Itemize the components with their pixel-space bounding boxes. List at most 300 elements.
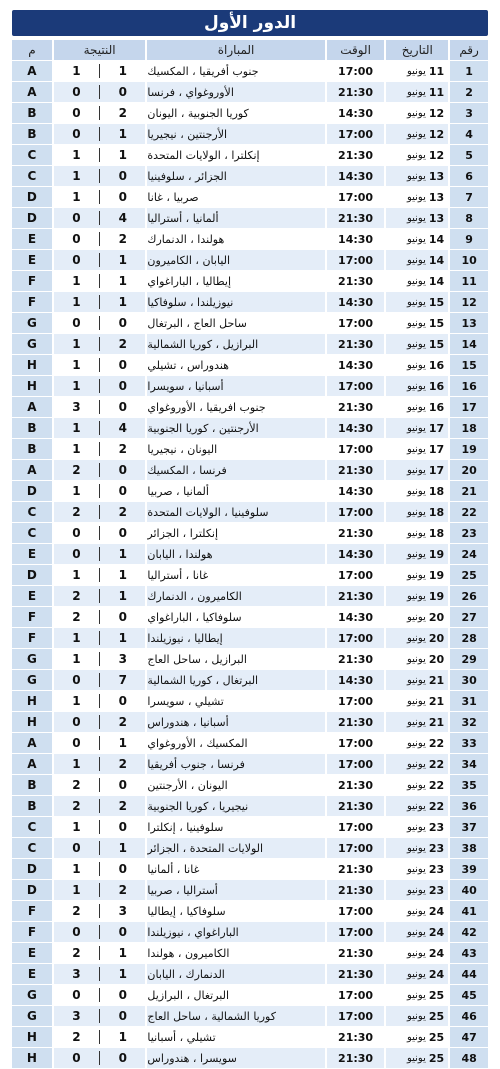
number-cell: 27 — [450, 607, 488, 627]
table-row — [12, 166, 488, 186]
group-cell: F — [12, 607, 52, 627]
date-cell — [386, 922, 448, 942]
score-home: 1 — [118, 946, 127, 960]
match-cell: الكاميرون ، هولندا — [147, 943, 324, 963]
group-cell: D — [12, 481, 52, 501]
number-cell: 10 — [450, 250, 488, 270]
group-cell: B — [12, 775, 52, 795]
score-box — [54, 187, 146, 207]
match-cell: فرنسا ، جنوب أفريقيا — [147, 754, 324, 774]
date-month: يونيو — [406, 191, 426, 203]
date-month: يونيو — [406, 107, 426, 119]
score-box — [54, 607, 146, 627]
score-away: 3 — [72, 1009, 81, 1023]
table-row — [12, 523, 488, 543]
date-day: 18 — [428, 526, 445, 540]
match-cell: الجزائر ، سلوفينيا — [147, 166, 324, 186]
score-away: 2 — [72, 505, 81, 519]
date-day: 24 — [428, 904, 445, 918]
group-cell: D — [12, 859, 52, 879]
score-away: 0 — [72, 841, 81, 855]
score-away: 1 — [72, 631, 81, 645]
result-cell — [54, 250, 146, 270]
date-cell — [386, 985, 448, 1005]
date-cell — [386, 754, 448, 774]
result-cell — [54, 1006, 146, 1026]
score-home: 0 — [118, 820, 127, 834]
date-cell — [386, 82, 448, 102]
number-cell: 13 — [450, 313, 488, 333]
header-result: النتيجة — [54, 40, 146, 60]
score-box — [54, 418, 146, 438]
match-cell: ساحل العاج ، البرتغال — [147, 313, 324, 333]
time-cell: 14:30 — [327, 355, 385, 375]
time-cell: 17:00 — [327, 985, 385, 1005]
date-month: يونيو — [406, 485, 426, 497]
time-cell: 21:30 — [327, 334, 385, 354]
group-cell: F — [12, 922, 52, 942]
table-row — [12, 460, 488, 480]
score-box — [54, 1006, 146, 1026]
number-cell: 16 — [450, 376, 488, 396]
group-cell: A — [12, 733, 52, 753]
time-cell: 17:00 — [327, 439, 385, 459]
score-home: 1 — [118, 568, 127, 582]
match-cell: البرازيل ، كوريا الشمالية — [147, 334, 324, 354]
date-cell — [386, 880, 448, 900]
score-home: 2 — [118, 505, 127, 519]
group-cell: A — [12, 754, 52, 774]
date-month: يونيو — [406, 758, 426, 770]
time-cell: 14:30 — [327, 481, 385, 501]
date-cell — [386, 901, 448, 921]
number-cell: 17 — [450, 397, 488, 417]
group-cell: E — [12, 943, 52, 963]
table-row — [12, 901, 488, 921]
score-home: 2 — [118, 337, 127, 351]
table-row — [12, 376, 488, 396]
number-cell: 45 — [450, 985, 488, 1005]
date-cell — [386, 796, 448, 816]
score-box — [54, 334, 146, 354]
group-cell: H — [12, 355, 52, 375]
score-box — [54, 670, 146, 690]
score-away: 1 — [72, 421, 81, 435]
time-cell: 21:30 — [327, 859, 385, 879]
header-group: م — [12, 40, 52, 60]
table-body — [12, 61, 488, 1068]
date-month: يونيو — [406, 737, 426, 749]
score-box — [54, 166, 146, 186]
table-row — [12, 481, 488, 501]
group-cell: F — [12, 901, 52, 921]
table-row — [12, 691, 488, 711]
table-row — [12, 1006, 488, 1026]
date-month: يونيو — [406, 548, 426, 560]
date-day: 22 — [428, 778, 445, 792]
time-cell: 17:00 — [327, 250, 385, 270]
time-cell: 21:30 — [327, 460, 385, 480]
score-box — [54, 460, 146, 480]
number-cell: 15 — [450, 355, 488, 375]
score-box — [54, 565, 146, 585]
score-away: 0 — [72, 736, 81, 750]
table-row — [12, 1027, 488, 1047]
score-away: 1 — [72, 568, 81, 582]
date-day: 24 — [428, 925, 445, 939]
table-row — [12, 817, 488, 837]
date-day: 17 — [428, 442, 445, 456]
time-cell: 17:00 — [327, 922, 385, 942]
number-cell: 11 — [450, 271, 488, 291]
date-day: 11 — [428, 64, 445, 78]
table-row — [12, 334, 488, 354]
match-cell: سلوفينيا ، الولايات المتحدة — [147, 502, 324, 522]
group-cell: F — [12, 628, 52, 648]
date-day: 25 — [428, 1009, 445, 1023]
score-home: 0 — [118, 862, 127, 876]
score-box — [54, 880, 146, 900]
score-away: 0 — [72, 715, 81, 729]
match-cell: اليابان ، الكاميرون — [147, 250, 324, 270]
fixtures-table — [12, 40, 488, 1069]
date-cell — [386, 250, 448, 270]
score-box — [54, 229, 146, 249]
date-month: يونيو — [406, 989, 426, 1001]
score-away: 1 — [72, 694, 81, 708]
date-day: 19 — [428, 568, 445, 582]
score-home: 0 — [118, 484, 127, 498]
match-cell: أسبانيا ، سويسرا — [147, 376, 324, 396]
number-cell: 20 — [450, 460, 488, 480]
score-away: 1 — [72, 148, 81, 162]
date-month: يونيو — [406, 800, 426, 812]
number-cell: 46 — [450, 1006, 488, 1026]
group-cell: D — [12, 187, 52, 207]
score-away: 1 — [72, 883, 81, 897]
table-row — [12, 271, 488, 291]
match-cell: سلوفينيا ، إنكلترا — [147, 817, 324, 837]
date-month: يونيو — [406, 212, 426, 224]
result-cell — [54, 565, 146, 585]
group-cell: D — [12, 565, 52, 585]
time-cell: 17:00 — [327, 733, 385, 753]
time-cell: 21:30 — [327, 796, 385, 816]
score-away: 1 — [72, 757, 81, 771]
date-day: 17 — [428, 421, 445, 435]
table-row — [12, 838, 488, 858]
result-cell — [54, 82, 146, 102]
time-cell: 17:00 — [327, 313, 385, 333]
date-cell — [386, 418, 448, 438]
time-cell: 17:00 — [327, 565, 385, 585]
date-day: 17 — [428, 463, 445, 477]
date-day: 13 — [428, 211, 445, 225]
date-day: 21 — [428, 715, 445, 729]
date-day: 13 — [428, 169, 445, 183]
date-day: 24 — [428, 967, 445, 981]
date-month: يونيو — [406, 569, 426, 581]
date-day: 14 — [428, 232, 445, 246]
date-month: يونيو — [406, 86, 426, 98]
date-cell — [386, 61, 448, 81]
number-cell: 2 — [450, 82, 488, 102]
date-month: يونيو — [406, 317, 426, 329]
score-home: 1 — [118, 631, 127, 645]
score-home: 4 — [118, 211, 127, 225]
score-away: 1 — [72, 295, 81, 309]
number-cell: 19 — [450, 439, 488, 459]
group-cell: G — [12, 985, 52, 1005]
number-cell: 8 — [450, 208, 488, 228]
score-box — [54, 691, 146, 711]
date-cell — [386, 124, 448, 144]
group-cell: G — [12, 334, 52, 354]
time-cell: 14:30 — [327, 670, 385, 690]
number-cell: 3 — [450, 103, 488, 123]
score-away: 2 — [72, 778, 81, 792]
match-cell: الباراغواي ، نيوزيلندا — [147, 922, 324, 942]
group-cell: B — [12, 439, 52, 459]
time-cell: 21:30 — [327, 1048, 385, 1068]
score-home: 2 — [118, 232, 127, 246]
number-cell: 29 — [450, 649, 488, 669]
table-row — [12, 61, 488, 81]
number-cell: 6 — [450, 166, 488, 186]
score-box — [54, 523, 146, 543]
date-day: 12 — [428, 148, 445, 162]
result-cell — [54, 880, 146, 900]
score-home: 7 — [118, 673, 127, 687]
number-cell: 25 — [450, 565, 488, 585]
date-month: يونيو — [406, 842, 426, 854]
number-cell: 12 — [450, 292, 488, 312]
time-cell: 17:00 — [327, 124, 385, 144]
time-cell: 17:00 — [327, 376, 385, 396]
match-cell: إنكلترا ، الجزائر — [147, 523, 324, 543]
table-row — [12, 313, 488, 333]
time-cell: 17:00 — [327, 817, 385, 837]
date-cell — [386, 817, 448, 837]
result-cell — [54, 460, 146, 480]
result-cell — [54, 103, 146, 123]
date-day: 14 — [428, 274, 445, 288]
time-cell: 21:30 — [327, 586, 385, 606]
date-cell — [386, 439, 448, 459]
score-box — [54, 775, 146, 795]
date-month: يونيو — [406, 968, 426, 980]
result-cell — [54, 607, 146, 627]
score-box — [54, 82, 146, 102]
time-cell: 17:00 — [327, 838, 385, 858]
number-cell: 18 — [450, 418, 488, 438]
number-cell: 7 — [450, 187, 488, 207]
score-away: 2 — [72, 946, 81, 960]
time-cell: 17:00 — [327, 754, 385, 774]
result-cell — [54, 523, 146, 543]
group-cell: B — [12, 103, 52, 123]
date-month: يونيو — [406, 611, 426, 623]
score-home: 0 — [118, 316, 127, 330]
table-row — [12, 754, 488, 774]
score-away: 0 — [72, 526, 81, 540]
match-cell: اليونان ، نيجيريا — [147, 439, 324, 459]
score-away: 1 — [72, 442, 81, 456]
match-cell: أسبانيا ، هندوراس — [147, 712, 324, 732]
number-cell: 23 — [450, 523, 488, 543]
score-away: 0 — [72, 673, 81, 687]
date-day: 11 — [428, 85, 445, 99]
title-bar — [12, 10, 488, 36]
date-cell — [386, 208, 448, 228]
score-box — [54, 943, 146, 963]
score-away: 2 — [72, 799, 81, 813]
group-cell: G — [12, 670, 52, 690]
number-cell: 48 — [450, 1048, 488, 1068]
score-away: 1 — [72, 169, 81, 183]
date-month: يونيو — [406, 296, 426, 308]
score-box — [54, 859, 146, 879]
number-cell: 14 — [450, 334, 488, 354]
date-month: يونيو — [406, 1031, 426, 1043]
date-cell — [386, 1027, 448, 1047]
score-box — [54, 208, 146, 228]
group-cell: C — [12, 145, 52, 165]
result-cell — [54, 166, 146, 186]
date-cell — [386, 334, 448, 354]
date-day: 15 — [428, 316, 445, 330]
date-month: يونيو — [406, 947, 426, 959]
group-cell: A — [12, 82, 52, 102]
date-cell — [386, 670, 448, 690]
score-home: 2 — [118, 715, 127, 729]
table-row — [12, 229, 488, 249]
date-day: 19 — [428, 589, 445, 603]
date-cell — [386, 586, 448, 606]
score-home: 1 — [118, 736, 127, 750]
match-cell: جنوب أفريقيا ، المكسيك — [147, 61, 324, 81]
score-home: 1 — [118, 547, 127, 561]
date-month: يونيو — [406, 632, 426, 644]
table-row — [12, 544, 488, 564]
score-box — [54, 838, 146, 858]
table-row — [12, 292, 488, 312]
score-home: 0 — [118, 190, 127, 204]
score-box — [54, 376, 146, 396]
date-month: يونيو — [406, 149, 426, 161]
date-month: يونيو — [406, 884, 426, 896]
group-cell: C — [12, 502, 52, 522]
score-home: 2 — [118, 106, 127, 120]
number-cell: 31 — [450, 691, 488, 711]
group-cell: F — [12, 271, 52, 291]
time-cell: 21:30 — [327, 397, 385, 417]
time-cell: 21:30 — [327, 82, 385, 102]
table-row — [12, 922, 488, 942]
date-cell — [386, 376, 448, 396]
result-cell — [54, 292, 146, 312]
number-cell: 37 — [450, 817, 488, 837]
score-away: 1 — [72, 64, 81, 78]
result-cell — [54, 859, 146, 879]
match-cell: أستراليا ، صربيا — [147, 880, 324, 900]
date-cell — [386, 628, 448, 648]
result-cell — [54, 544, 146, 564]
date-day: 22 — [428, 799, 445, 813]
score-box — [54, 628, 146, 648]
time-cell: 21:30 — [327, 523, 385, 543]
time-cell: 17:00 — [327, 628, 385, 648]
number-cell: 34 — [450, 754, 488, 774]
table-row — [12, 943, 488, 963]
table-row — [12, 565, 488, 585]
table-row — [12, 964, 488, 984]
date-day: 15 — [428, 337, 445, 351]
result-cell — [54, 502, 146, 522]
score-box — [54, 103, 146, 123]
result-cell — [54, 376, 146, 396]
number-cell: 39 — [450, 859, 488, 879]
match-cell: البرتغال ، كوريا الشمالية — [147, 670, 324, 690]
group-cell: H — [12, 1048, 52, 1068]
date-day: 25 — [428, 988, 445, 1002]
result-cell — [54, 1048, 146, 1068]
table-row — [12, 670, 488, 690]
score-home: 1 — [118, 295, 127, 309]
group-cell: B — [12, 796, 52, 816]
match-cell: الأوروغواي ، فرنسا — [147, 82, 324, 102]
table-row — [12, 124, 488, 144]
score-away: 2 — [72, 1030, 81, 1044]
date-day: 13 — [428, 190, 445, 204]
time-cell: 17:00 — [327, 61, 385, 81]
match-cell: تشيلي ، سويسرا — [147, 691, 324, 711]
group-cell: G — [12, 1006, 52, 1026]
number-cell: 40 — [450, 880, 488, 900]
score-box — [54, 313, 146, 333]
score-box — [54, 544, 146, 564]
number-cell: 44 — [450, 964, 488, 984]
number-cell: 1 — [450, 61, 488, 81]
match-cell: هولندا ، اليابان — [147, 544, 324, 564]
time-cell: 21:30 — [327, 271, 385, 291]
score-away: 0 — [72, 106, 81, 120]
result-cell — [54, 964, 146, 984]
date-cell — [386, 544, 448, 564]
result-cell — [54, 754, 146, 774]
date-month: يونيو — [406, 338, 426, 350]
date-day: 20 — [428, 652, 445, 666]
date-cell — [386, 691, 448, 711]
table-row — [12, 439, 488, 459]
date-cell — [386, 733, 448, 753]
date-day: 23 — [428, 883, 445, 897]
score-box — [54, 985, 146, 1005]
score-box — [54, 355, 146, 375]
table-row — [12, 859, 488, 879]
table-row — [12, 145, 488, 165]
date-month: يونيو — [406, 233, 426, 245]
date-day: 16 — [428, 379, 445, 393]
match-cell: كوريا الشمالية ، ساحل العاج — [147, 1006, 324, 1026]
table-row — [12, 628, 488, 648]
score-away: 0 — [72, 316, 81, 330]
score-home: 0 — [118, 400, 127, 414]
time-cell: 21:30 — [327, 964, 385, 984]
date-day: 21 — [428, 694, 445, 708]
score-away: 0 — [72, 988, 81, 1002]
match-cell: الأرجنتين ، نيجيريا — [147, 124, 324, 144]
